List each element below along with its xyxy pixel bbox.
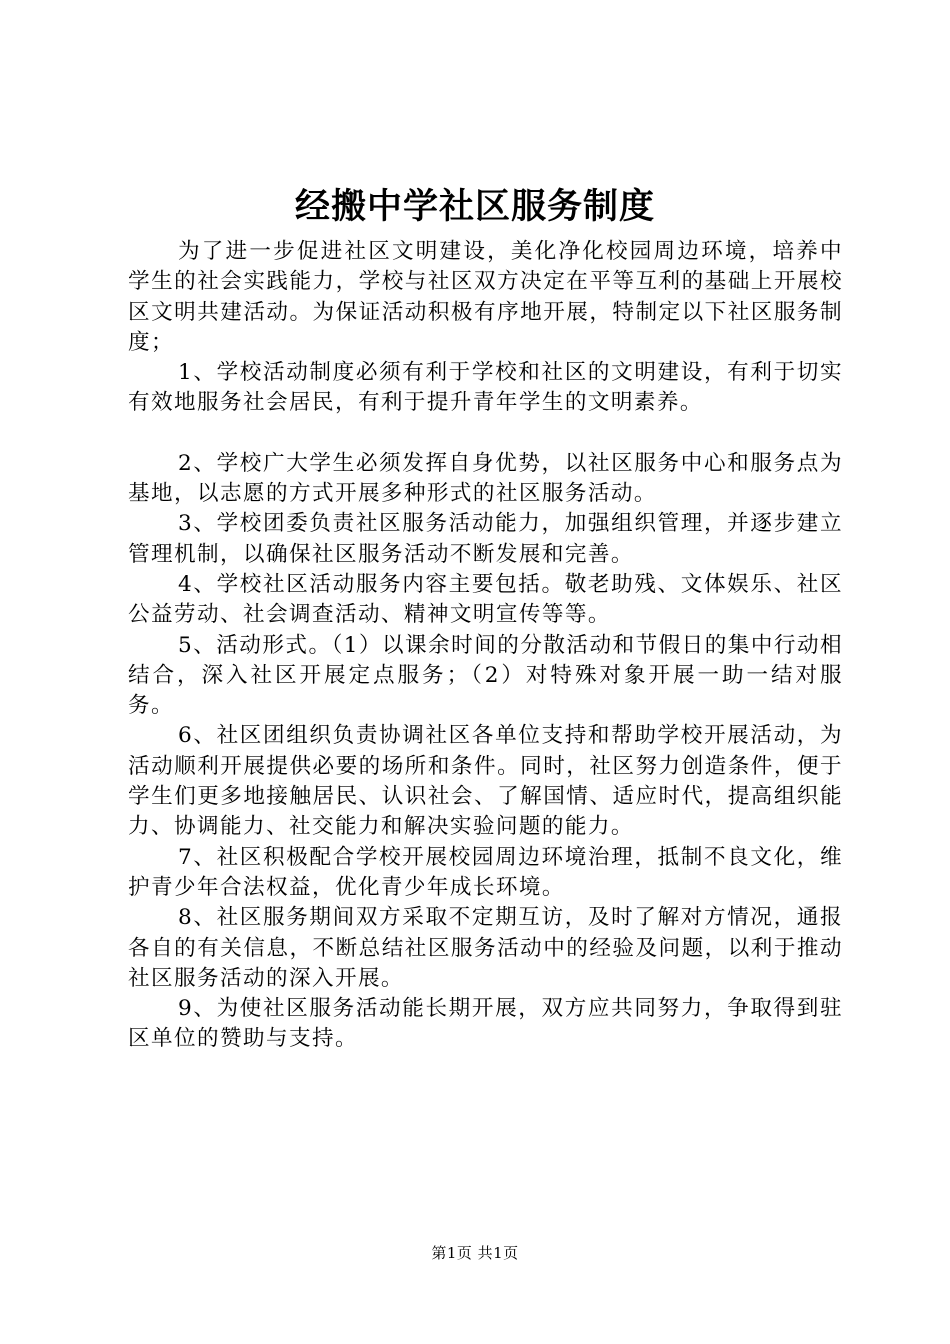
rule-paragraph-5: 5、活动形式。（1）以课余时间的分散活动和节假日的集中行动相结合，深入社区开展定点服务；（2）对特殊对象开展一助一结对服务。 xyxy=(128,632,843,719)
rule-paragraph-6: 6、社区团组织负责协调社区各单位支持和帮助学校开展活动，为活动顺利开展提供必要的场所和条件。同时，社区努力创造条件，便于学生们更多地接触居民、认识社会、了解国情、适应时代，提高组织能力、协调能力、社交能力和解决实验问题的能力。 xyxy=(128,723,843,840)
intro-paragraph: 为了进一步促进社区文明建设，美化净化校园周边环境，培养中学生的社会实践能力，学校与社区双方决定在平等互利的基础上开展校区文明共建活动。为保证活动积极有序地开展，特制定以下社区服务制度； xyxy=(128,239,843,355)
rule-paragraph-4: 4、学校社区活动服务内容主要包括。敬老助残、文体娱乐、社区公益劳动、社会调查活动、精神文明宣传等等。 xyxy=(128,571,843,628)
document-body xyxy=(128,237,843,1055)
rule-paragraph-9: 9、为使社区服务活动能长期开展，双方应共同努力，争取得到驻区单位的赞助与支持。 xyxy=(128,996,843,1052)
page-footer: 第1页 共1页 xyxy=(431,1244,519,1262)
rule-paragraph-1: 1、学校活动制度必须有利于学校和社区的文明建设，有利于切实有效地服务社会居民，有利于提升青年学生的文明素养。 xyxy=(128,360,843,416)
rule-paragraph-7: 7、社区积极配合学校开展校园周边环境治理，抵制不良文化，维护青少年合法权益，优化青少年成长环境。 xyxy=(128,844,843,900)
document-title: 经搬中学社区服务制度 xyxy=(294,187,655,227)
rule-paragraph-3: 3、学校团委负责社区服务活动能力，加强组织管理，并逐步建立管理机制，以确保社区服务活动不断发展和完善。 xyxy=(128,511,843,567)
rule-paragraph-2: 2、学校广大学生必须发挥自身优势，以社区服务中心和服务点为基地，以志愿的方式开展多种形式的社区服务活动。 xyxy=(128,450,843,507)
rule-paragraph-8: 8、社区服务期间双方采取不定期互访，及时了解对方情况，通报各自的有关信息，不断总结社区服务活动中的经验及问题，以利于推动社区服务活动的深入开展。 xyxy=(128,905,843,991)
